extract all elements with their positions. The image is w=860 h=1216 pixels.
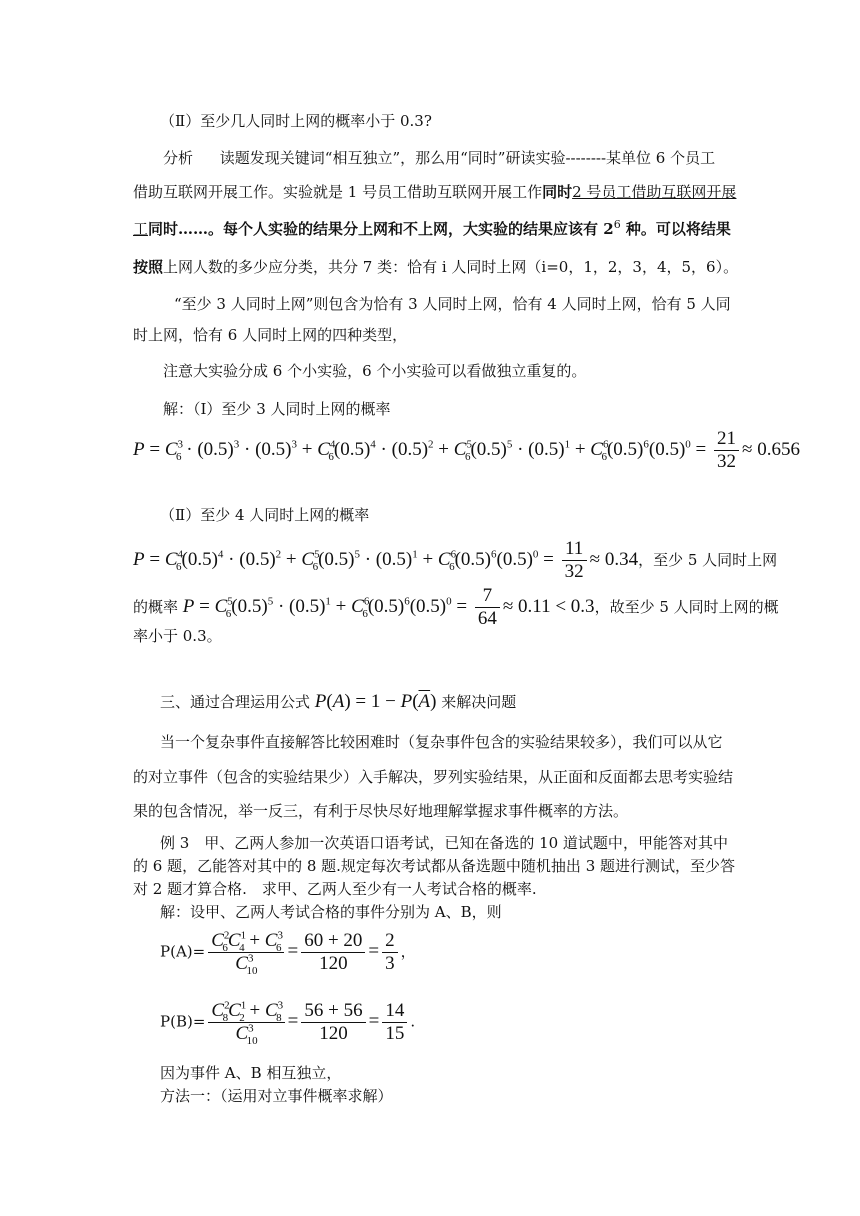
example-3-line-2: 的 6 题，乙能答对其中的 8 题.规定每次考试都从备选题中随机抽出 3 题进行测试，至少答 xyxy=(133,857,736,875)
section-3-heading xyxy=(160,690,516,714)
independence-line: 因为事件 A、B 相互独立， xyxy=(160,1064,342,1082)
analysis-line-4 xyxy=(133,256,738,278)
example-3-line-1: 例 3 甲、乙两人参加一次英语口语考试，已知在备选的 10 道试题中，甲能答对其中 xyxy=(160,834,728,852)
analysis-label: 分析 xyxy=(163,149,194,167)
pa-label: P(A)= xyxy=(160,942,206,961)
pb-result-denominator: 15 xyxy=(385,1023,405,1044)
para-complex-event-1: 当一个复杂事件直接解答比较困难时（复杂事件包含的实验结果较多），我们可以从它 xyxy=(160,733,723,751)
eq2-tail-text: ，至少 5 人同时上网 xyxy=(638,550,778,569)
analysis-line-1 xyxy=(163,147,715,169)
analysis-text: 读题发现关键词“相互独立”，那么用“同时”研读实验--------某单位 6 个员工 xyxy=(219,149,716,167)
equation-2: $P = C^4_6(0.5)^4 \cdot (0.5)^2 + C^5_6(0.5)^5 \cdot (0.5)^1 + C^6_6(0.5)^6(0.5)^0$ = $\frac{11}{32}$ ≈ 0.34，至少 5 人同时上网 xyxy=(133,538,778,582)
analysis-text-a: 借助互联网开展工作。实验就是 1 号员工借助互联网开展工作 xyxy=(133,183,543,201)
para-complex-event-3: 果的包含情况，举一反三，有利于尽快尽好地理解掌握求事件概率的方法。 xyxy=(133,802,629,820)
eq2-numerator: 11 xyxy=(562,538,587,561)
pb-mid-numerator: 56 + 56 xyxy=(301,1000,365,1023)
para-complex-event-2: 的对立事件（包含的实验结果少）入手解决，罗列实验结果，从正面和反面都去思考实验结 xyxy=(133,768,734,786)
pb-fraction-1: $\frac{C^2_8C^1_2 + C^3_8}{C^3_{10}}$ xyxy=(208,1000,284,1045)
complement-formula: $P(A) = 1 - P(\overline{A})$ xyxy=(314,691,442,712)
eq3-denominator: 64 xyxy=(477,608,497,629)
eq1-numerator: 21 xyxy=(714,428,739,451)
solution-part-1: 解：（Ⅰ）至少 3 人同时上网的概率 xyxy=(163,400,391,418)
analysis-bold-text-2: 种。可以将结果 xyxy=(620,220,731,238)
pa-result-numerator: 2 xyxy=(382,930,398,953)
analysis-underlined: 2 号员工借助互联网开展 xyxy=(572,183,737,201)
solution-part-2: （Ⅱ）至少 4 人同时上网的概率 xyxy=(160,506,370,524)
analysis-bold-same-time: 同时 xyxy=(542,183,573,201)
paragraph-note: 注意大实验分成 6 个小实验，6 个小实验可以看做独立重复的。 xyxy=(163,362,587,380)
method-1-line: 方法一：（运用对立事件概率求解） xyxy=(160,1087,393,1105)
pa-result-denominator: 3 xyxy=(385,953,395,974)
analysis-line-3 xyxy=(133,218,731,240)
paragraph-at-least-3: “至少 3 人同时上网”则包含为恰有 3 人同时上网，恰有 4 人同时上网，恰有 5 人同 xyxy=(174,295,731,313)
pb-mid-denominator: 120 xyxy=(319,1023,348,1044)
analysis-underlined-end: 工 xyxy=(133,220,149,238)
pb-equation: P(B)= $\frac{C^2_8C^1_2 + C^3_8}{C^3_{10}}$ = $\frac{56 + 56}{120}$ = $\frac{14}{15}$ . xyxy=(160,999,416,1047)
section-3-prefix: 三、通过合理运用公式 xyxy=(160,693,311,711)
eq3-prefix: 的概率 xyxy=(133,597,179,616)
section-3-suffix: 来解决问题 xyxy=(441,693,517,711)
eq1-result: ≈ 0.656 xyxy=(742,438,800,460)
question-part-2: （Ⅱ）至少几人同时上网的概率小于 0.3? xyxy=(160,112,432,130)
analysis-bold-text: 同时……。每个人实验的结果分上网和不上网，大实验的结果应该有 2 xyxy=(148,220,614,238)
pa-mid-denominator: 120 xyxy=(319,953,348,974)
paragraph-four-types: 时上网，恰有 6 人同时上网的四种类型， xyxy=(133,326,408,344)
eq2-denominator: 32 xyxy=(564,561,584,582)
eq3-numerator: 7 xyxy=(475,585,500,608)
power-exponent: 6 xyxy=(613,218,621,231)
equation-1: $P = C^3_6 \cdot (0.5)^3 \cdot (0.5)^3 + C^4_6(0.5)^4 \cdot (0.5)^2 + C^5_6(0.5)^5 \cdot (0.5)^1 + C^6_6(0.5)^6(0.5)^0$ = $\frac{21}{32}$ ≈ 0.656 xyxy=(133,428,800,472)
pb-result-numerator: 14 xyxy=(382,1000,407,1023)
pa-mid-numerator: 60 + 20 xyxy=(301,930,365,953)
conclusion-line: 率小于 0.3。 xyxy=(133,627,222,645)
pa-fraction-1: $\frac{C^2_6C^1_4 + C^3_6}{C^3_{10}}$ xyxy=(208,930,284,975)
eq3-suffix: ，故至少 5 人同时上网的概 xyxy=(594,597,779,616)
eq1-denominator: 32 xyxy=(717,451,737,472)
analysis-line-2 xyxy=(133,181,736,203)
pb-label: P(B)= xyxy=(160,1012,206,1031)
example-3-line-3: 对 2 题才算合格. 求甲、乙两人至少有一人考试合格的概率. xyxy=(133,880,537,898)
analysis-bold-according: 按照 xyxy=(133,258,164,276)
pa-equation: P(A)= $\frac{C^2_6C^1_4 + C^3_6}{C^3_{10}}$ = $\frac{60 + 20}{120}$ = $\frac{2}{3}$ ， xyxy=(160,929,416,977)
example-3-solution: 解：设甲、乙两人考试合格的事件分别为 A、B，则 xyxy=(160,903,502,921)
analysis-classification: 上网人数的多少应分类，共分 7 类：恰有 i 人同时上网（i=0，1，2，3，4，5，6）。 xyxy=(163,258,739,276)
equation-3-line: 的概率 $P = C^5_6(0.5)^5 \cdot (0.5)^1 + C^6_6(0.5)^6(0.5)^0$ = $\frac{7}{64}$ ≈ 0.11 < 0.3，故至少 5 人同时上网的概 xyxy=(133,585,779,629)
